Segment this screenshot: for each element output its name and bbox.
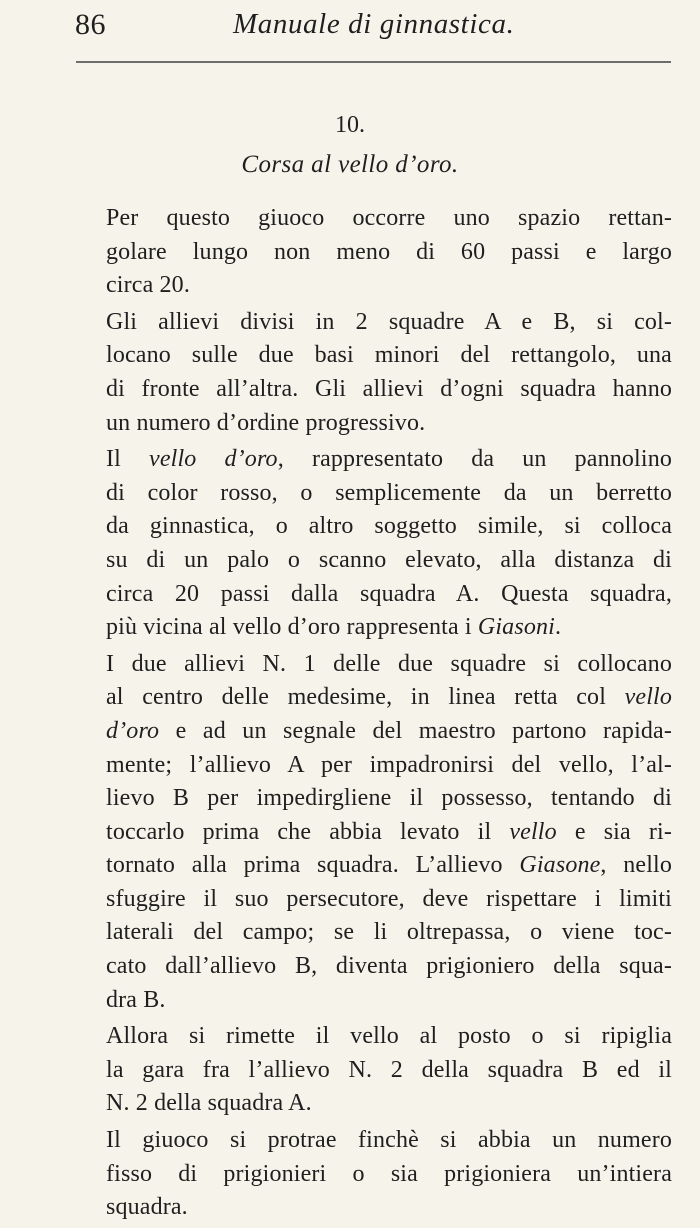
- section-number: 10.: [335, 112, 365, 138]
- text-line: Per questo giuoco occorre uno spazio rettan-: [106, 205, 672, 231]
- text-fragment: , nello: [600, 852, 672, 879]
- italic-term: vello d’oro: [149, 446, 278, 473]
- paragraph-1: [76, 202, 672, 303]
- text-fragment: al centro delle medesime, in linea retta col: [106, 684, 625, 711]
- text-line: [76, 849, 672, 883]
- text-line: di fronte all’altra. Gli allievi d’ogni squadra hanno: [106, 375, 672, 402]
- text-line: N. 2 della squadra A.: [106, 1090, 312, 1117]
- paragraph-4: [76, 648, 672, 1018]
- text-line: dra B.: [106, 986, 166, 1013]
- text-line: [76, 611, 672, 645]
- italic-term: Giasoni: [477, 614, 555, 641]
- text-line: sfuggire il suo persecutore, deve rispettare i limiti: [106, 885, 672, 912]
- text-fragment: e ad un segnale del maestro partono rapida-: [159, 717, 672, 744]
- page-header: [75, 8, 671, 48]
- text-line: Il giuoco si protrae finchè si abbia un numero: [106, 1127, 672, 1154]
- text-line: Allora si rimette il vello al posto o si ripiglia: [106, 1023, 672, 1050]
- text-line: Gli allievi divisi in 2 squadre A e B, si col-: [106, 308, 672, 335]
- page-number: 86: [75, 8, 106, 41]
- text-line: la gara fra l’allievo N. 2 della squadra B ed il: [106, 1056, 672, 1083]
- text-line: cato dall’allievo B, diventa prigioniero della squa-: [106, 953, 672, 980]
- section-title: Corsa al vello d’oro.: [241, 151, 459, 178]
- text-line: locano sulle due basi minori del rettangolo, una: [106, 342, 672, 369]
- paragraph-2: [76, 306, 672, 440]
- text-line: [76, 816, 672, 850]
- text-line: su di un palo o scanno elevato, alla distanza di: [106, 546, 672, 573]
- text-fragment: .: [554, 614, 562, 641]
- paragraph-6: [76, 1124, 672, 1225]
- header-rule: [76, 61, 671, 63]
- text-line: fisso di prigionieri o sia prigioniera un’intiera: [106, 1160, 672, 1187]
- text-fragment: tornato alla prima squadra. L’allievo: [106, 852, 520, 879]
- text-fragment: Il: [106, 446, 150, 473]
- text-line: I due allievi N. 1 delle due squadre si collocano: [106, 650, 672, 677]
- running-title: Manuale di ginnastica.: [233, 8, 515, 40]
- paragraph-5: [76, 1020, 672, 1121]
- text-line: lievo B per impedirgliene il possesso, tentando di: [106, 785, 672, 812]
- text-line: laterali del campo; se li oltrepassa, o viene toc-: [106, 919, 672, 946]
- italic-term: vello: [624, 684, 672, 711]
- text-line: [76, 715, 672, 749]
- text-line: golare lungo non meno di 60 passi e largo: [106, 238, 672, 265]
- text-line: un numero d’ordine progressivo.: [106, 409, 426, 436]
- paragraph-3: [76, 443, 672, 645]
- text-line: circa 20.: [106, 272, 190, 299]
- text-line: [76, 681, 672, 715]
- text-fragment: e sia ri-: [556, 818, 672, 845]
- text-line: di color rosso, o semplicemente da un berretto: [106, 479, 672, 506]
- text-line: circa 20 passi dalla squadra A. Questa squadra,: [106, 580, 672, 607]
- text-fragment: toccarlo prima che abbia levato il: [106, 818, 510, 845]
- text-fragment: più vicina al vello d’oro rappresenta i: [106, 614, 478, 641]
- text-fragment: , rappresentato da un pannolino: [277, 446, 672, 473]
- text-line: mente; l’allievo A per impadronirsi del vello, l’al-: [106, 751, 672, 778]
- italic-term: d’oro: [106, 717, 160, 744]
- italic-term: vello: [509, 818, 557, 845]
- body-text: [76, 202, 672, 1228]
- text-line: da ginnastica, o altro soggetto simile, si colloca: [106, 513, 672, 540]
- text-line: squadra.: [106, 1194, 188, 1221]
- italic-term: Giasone: [519, 852, 601, 879]
- text-line: [76, 443, 672, 477]
